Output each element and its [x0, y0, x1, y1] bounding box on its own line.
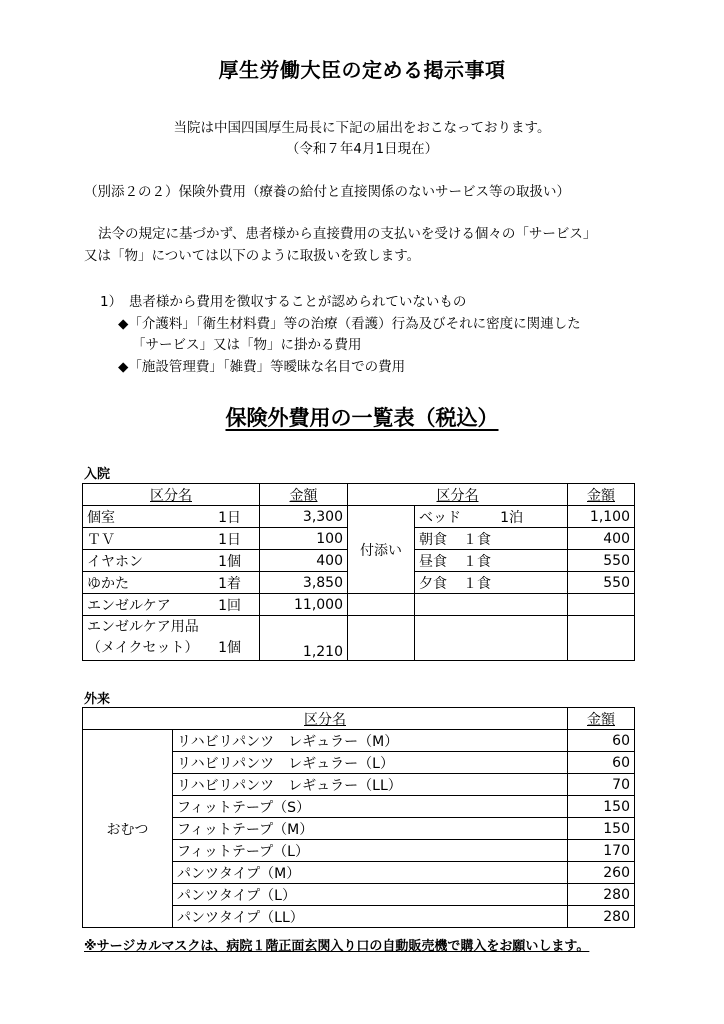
empty-cell	[348, 594, 415, 616]
empty-cell	[415, 594, 568, 616]
item-name: エンゼルケア用品 （メイクセット） 1個	[83, 616, 260, 661]
item-name: イヤホン 1個	[83, 550, 260, 572]
bullet-1-line-1: ◆「介護料」「衛生材料費」等の治療（看護）行為及びそれに密度に関連した	[118, 316, 581, 332]
header-category-2: 区分名	[348, 484, 568, 506]
item-name: リハビリパンツ レギュラー（M）	[173, 730, 568, 752]
item-amount: 150	[568, 796, 635, 818]
outpatient-label: 外来	[84, 692, 111, 707]
item-amount: 260	[568, 862, 635, 884]
paragraph-line-1: 法令の規定に基づかず、患者様から直接費用の支払いを受ける個々の「サービス」	[98, 226, 597, 242]
footnote: ※サージカルマスクは、病院１階正面玄関入り口の自動販売機で購入をお願いします。	[84, 939, 590, 954]
table-title-text: 保険外費用の一覧表（税込）	[225, 406, 499, 430]
item-name: フィットテープ（M）	[173, 818, 568, 840]
attendant-item-name: 夕食 １食	[415, 572, 568, 594]
item-name: ＴＶ 1日	[83, 528, 260, 550]
intro-date: （令和７年4月1日現在）	[285, 141, 439, 157]
attendant-item-amount: 400	[568, 528, 635, 550]
table-row	[83, 506, 635, 528]
table-row	[83, 594, 635, 616]
header-category: 区分名	[83, 708, 568, 730]
table-header-row	[83, 708, 635, 730]
attendant-item-name: 昼食 １食	[415, 550, 568, 572]
attendant-item-name: 朝食 １食	[415, 528, 568, 550]
table-header-row	[83, 484, 635, 506]
item-name: フィットテープ（L）	[173, 840, 568, 862]
item-amount: 400	[260, 550, 348, 572]
item-amount: 280	[568, 884, 635, 906]
item-amount: 1,210	[260, 616, 348, 661]
annex-heading: （別添２の２）保険外費用（療養の給付と直接関係のないサービス等の取扱い）	[84, 184, 570, 200]
item-amount: 3,300	[260, 506, 348, 528]
table-title	[0, 402, 724, 432]
header-amount: 金額	[568, 708, 635, 730]
empty-cell	[568, 594, 635, 616]
item-name: フィットテープ（S）	[173, 796, 568, 818]
item-amount: 60	[568, 730, 635, 752]
inpatient-label: 入院	[84, 467, 111, 482]
paragraph-line-2: 又は「物」については以下のように取扱いを致します。	[84, 248, 421, 264]
attendant-label: 付添い	[348, 506, 415, 594]
item-name: パンツタイプ（L）	[173, 884, 568, 906]
item-name: ゆかた 1着	[83, 572, 260, 594]
bullet-1-line-2: 「サービス」又は「物」に掛かる費用	[132, 337, 362, 353]
empty-cell	[568, 616, 635, 661]
item-name: 個室 1日	[83, 506, 260, 528]
item-name: リハビリパンツ レギュラー（LL）	[173, 774, 568, 796]
inpatient-table	[82, 483, 635, 661]
item-amount: 70	[568, 774, 635, 796]
outpatient-table	[82, 707, 635, 928]
attendant-item-amount: 550	[568, 572, 635, 594]
item-name: リハビリパンツ レギュラー（L）	[173, 752, 568, 774]
item-amount: 60	[568, 752, 635, 774]
attendant-item-name: ベッド 1泊	[415, 506, 568, 528]
intro-line-1: 当院は中国四国厚生局長に下記の届出をおこなっております。	[173, 120, 551, 136]
item-name: パンツタイプ（LL）	[173, 906, 568, 928]
list-item-1: 1） 患者様から費用を徴収することが認められていないもの	[100, 294, 467, 310]
item-amount: 170	[568, 840, 635, 862]
empty-cell	[348, 616, 415, 661]
attendant-item-amount: 550	[568, 550, 635, 572]
diaper-group-label: おむつ	[83, 730, 173, 928]
item-amount: 100	[260, 528, 348, 550]
bullet-2: ◆「施設管理費」「雑費」等曖昧な名目での費用	[118, 359, 406, 375]
header-amount-2: 金額	[568, 484, 635, 506]
table-row	[83, 730, 635, 752]
header-amount: 金額	[260, 484, 348, 506]
item-amount: 11,000	[260, 594, 348, 616]
item-name: エンゼルケア 1回	[83, 594, 260, 616]
empty-cell	[415, 616, 568, 661]
attendant-item-amount: 1,100	[568, 506, 635, 528]
item-amount: 3,850	[260, 572, 348, 594]
page-title: 厚生労働大臣の定める掲示事項	[218, 58, 506, 82]
item-name: パンツタイプ（M）	[173, 862, 568, 884]
item-amount: 280	[568, 906, 635, 928]
header-category: 区分名	[83, 484, 260, 506]
item-amount: 150	[568, 818, 635, 840]
table-row	[83, 616, 635, 661]
